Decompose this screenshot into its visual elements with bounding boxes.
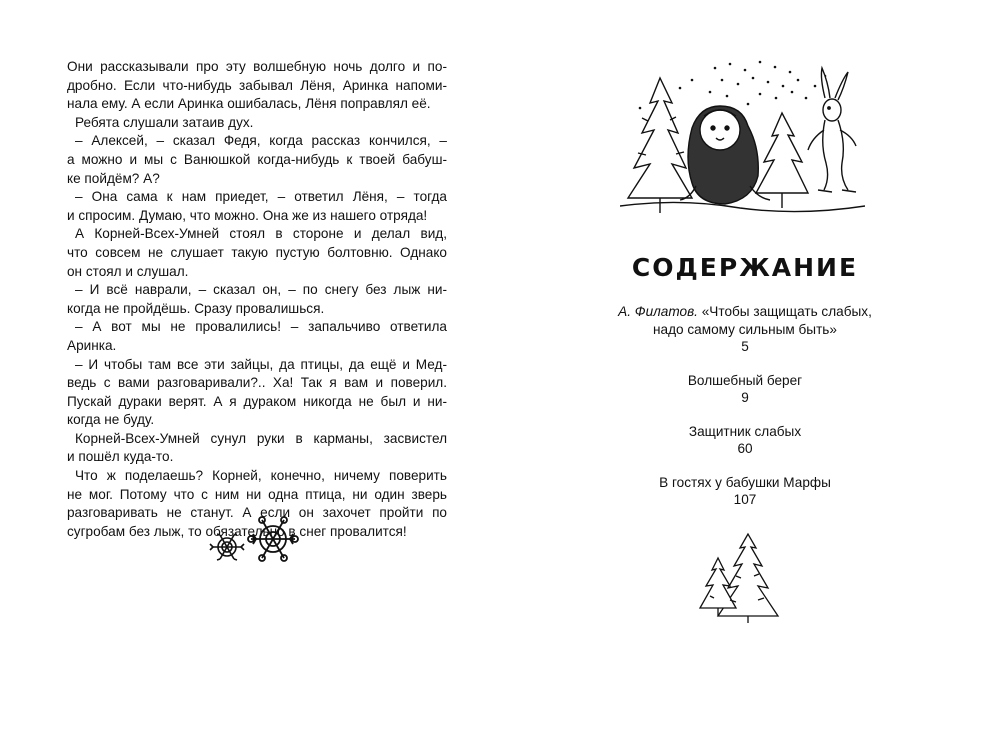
toc-entry	[600, 303, 890, 356]
story-line: А Корней-Всех-Умней стоял в стороне и делал вид,	[75, 226, 447, 242]
story-line: ведь с вами разговаривали?.. Ха! Так я вам и поверил.	[67, 375, 447, 391]
toc-entry-page-number: 9	[741, 390, 749, 405]
story-line: а можно и мы с Ванюшкой когда-нибудь к твоей бабуш-	[67, 151, 447, 167]
story-line: ке пойдём? А?	[67, 170, 160, 186]
story-text	[67, 58, 447, 541]
toc-entry-title-text: Защитник слабых	[688, 423, 802, 439]
story-line: – И чтобы там все эти зайцы, да птицы, да ещё и Мед-	[75, 356, 447, 372]
toc-entry-title	[600, 303, 890, 321]
snow-ground	[620, 202, 865, 211]
story-line: когда не буду.	[67, 412, 155, 428]
story-line: Ребята слушали затаив дух.	[75, 114, 254, 130]
story-line: – А вот мы не провалились! – запальчиво ответила	[75, 319, 447, 335]
story-line: не мог. Потому что с ним ни одна птица, ни один зверь	[67, 486, 447, 502]
bear-figure	[680, 106, 770, 204]
story-line: разговаривать не станут. А если он захочет пройти по	[67, 505, 447, 521]
snowflake-small	[210, 534, 244, 560]
toc-entry	[600, 474, 890, 509]
toc-entry-title	[600, 372, 890, 390]
toc-entry-page-number: 5	[741, 339, 749, 354]
story-line: он стоял и слушал.	[67, 263, 189, 279]
story-line: – Алексей, – сказал Федя, когда рассказ кончился, –	[75, 133, 447, 149]
story-line: Аринка.	[67, 337, 117, 353]
story-line: Корней-Всех-Умней сунул руки в карманы, засвистел	[75, 430, 447, 446]
story-line: что совсем не слушает такую пустую болтовню. Однако	[67, 244, 447, 260]
story-line: – Она сама к нам приедет, – ответил Лёня, – тогда	[75, 189, 447, 205]
story-line: и пошёл куда-то.	[67, 449, 174, 465]
story-line: нала ему. А если Аринка ошибалась, Лёня поправлял её.	[67, 96, 431, 112]
story-line: – И всё наврали, – сказал он, – по снегу без лыж ни-	[75, 282, 447, 298]
toc-entry-title-text: В гостях у бабушки Марфы	[659, 474, 831, 490]
toc-entry-title-line2: надо самому сильным быть»	[653, 321, 837, 337]
toc-entry-author: А. Филатов.	[618, 304, 698, 319]
story-line: сугробам без лыж, то обязательно в снег провалится!	[67, 523, 407, 539]
toc-entry	[600, 372, 890, 407]
snowflake-ornament	[205, 512, 305, 572]
toc-entry-page-number: 107	[733, 492, 757, 507]
toc-entry-title-text: Волшебный берег	[687, 372, 803, 388]
story-line: дробно. Если что-нибудь забывал Лёня, Аринка напоми-	[67, 77, 447, 93]
table-of-contents	[600, 303, 890, 525]
fir-trees-ornament	[688, 530, 798, 625]
story-line: Пускай дураки верят. А я дураком никогда не был и ни-	[67, 393, 447, 409]
toc-entry-title-text: «Чтобы защищать слабых,	[697, 304, 872, 319]
story-line: когда не пройдёшь. Сразу провалишься.	[67, 300, 325, 316]
story-line: Они рассказывали про эту волшебную ночь долго и по-	[67, 59, 447, 74]
right-page	[500, 0, 1000, 750]
right-fir-tree	[756, 113, 808, 208]
snowflake-large	[248, 517, 298, 561]
toc-title: СОДЕРЖАНИЕ	[631, 253, 859, 282]
toc-entry-title	[600, 423, 890, 441]
story-line: и спросим. Думаю, что можно. Она же из нашего отряда!	[67, 207, 428, 223]
story-line: Что ж поделаешь? Корней, конечно, ничему поверить	[75, 468, 447, 484]
toc-entry-title	[600, 474, 890, 492]
left-fir-tree	[628, 78, 692, 213]
winter-forest-illustration	[620, 58, 865, 218]
toc-entry-page-number: 60	[737, 441, 753, 456]
toc-entry	[600, 423, 890, 458]
